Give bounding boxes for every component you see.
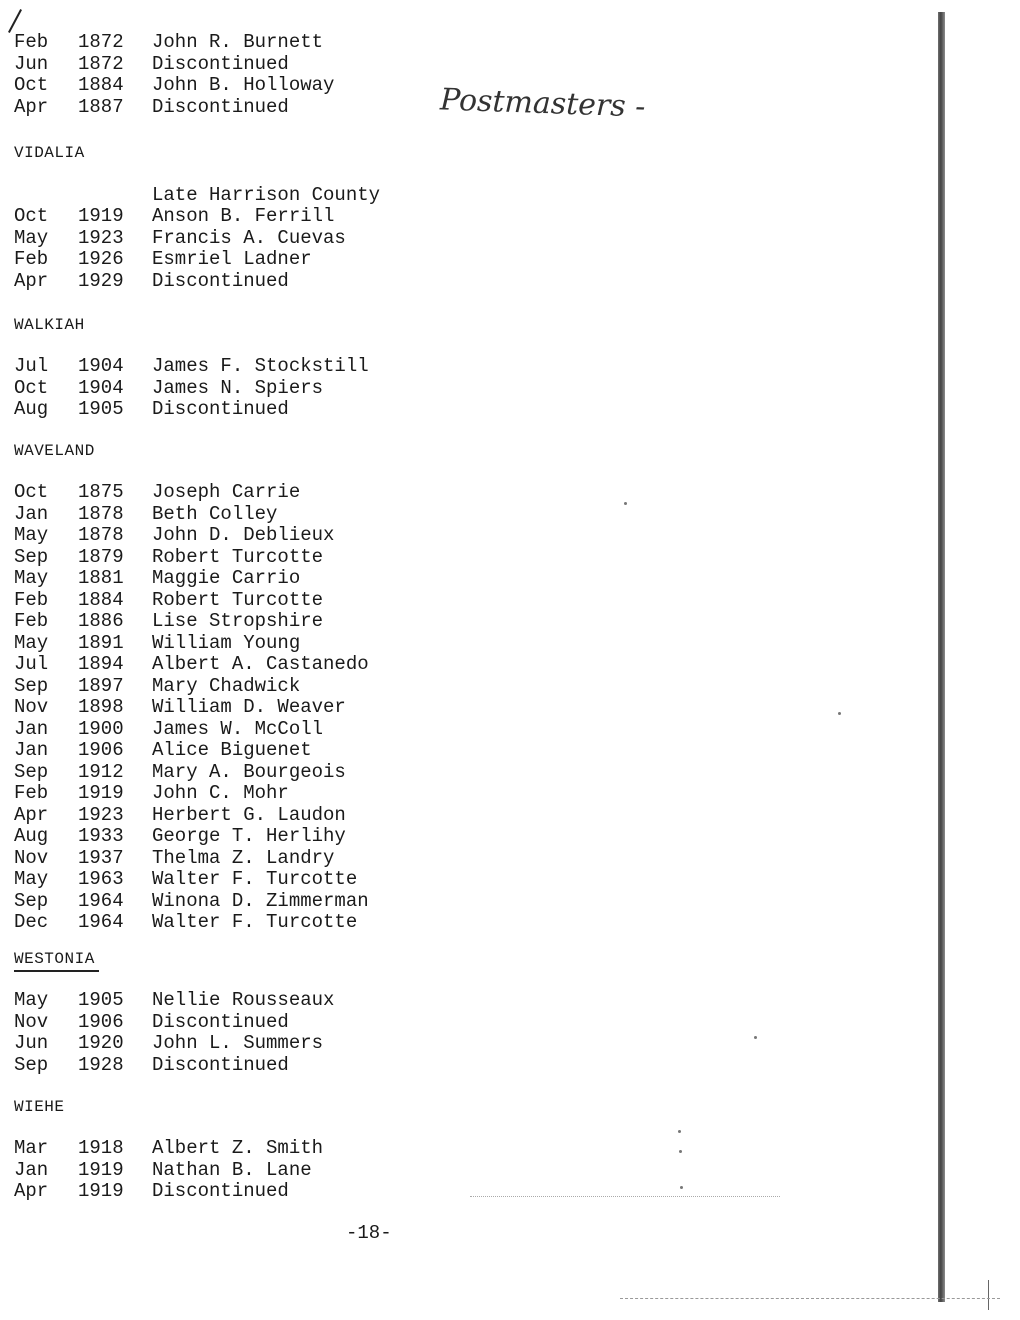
entry-month: Aug [14, 825, 49, 847]
section-note: Late Harrison County [152, 184, 381, 206]
entry-name: Winona D. Zimmerman [152, 889, 369, 912]
entry-month: Apr [14, 269, 49, 292]
entry-name: Nathan B. Lane [152, 1158, 312, 1181]
list-item [14, 1181, 323, 1203]
entry-year: 1884 [78, 74, 124, 96]
list-item [14, 990, 334, 1012]
entry-month: May [14, 524, 49, 546]
list-item [14, 482, 369, 504]
entry-year: 1894 [78, 653, 124, 675]
list-item [14, 97, 334, 119]
top-entries-list [14, 32, 334, 118]
section-heading: VIDALIA [14, 144, 85, 162]
section-heading: WESTONIA [14, 948, 99, 972]
entry-year: 1919 [78, 782, 124, 804]
list-item [14, 826, 369, 848]
list-item [14, 568, 369, 590]
entry-month: Oct [14, 376, 49, 399]
list-item [14, 719, 369, 741]
entry-year: 1923 [78, 226, 124, 249]
entry-month: Sep [14, 760, 49, 783]
list-item [14, 611, 369, 633]
list-item [14, 805, 369, 827]
entry-month: Jan [14, 1158, 49, 1181]
entry-year: 1872 [78, 52, 124, 75]
list-item [14, 399, 369, 421]
entry-name: Discontinued [152, 52, 289, 75]
entry-month: May [14, 631, 49, 654]
list-item [14, 547, 369, 569]
list-item [14, 590, 369, 612]
entry-year: 1919 [78, 205, 124, 227]
section-waveland [14, 440, 369, 934]
entry-name: Walter F. Turcotte [152, 868, 358, 890]
list-item [14, 762, 369, 784]
list-item [14, 1033, 334, 1055]
list-item [14, 654, 369, 676]
entry-month: Feb [14, 610, 49, 632]
entry-year: 1928 [78, 1053, 124, 1076]
list-item [14, 891, 369, 913]
entry-name: Maggie Carrio [152, 567, 301, 589]
list-item [14, 228, 380, 250]
entry-month: Sep [14, 1053, 49, 1076]
entry-month: Oct [14, 205, 49, 227]
list-item [14, 1160, 323, 1182]
entry-name: Esmriel Ladner [152, 248, 312, 270]
scan-speck [754, 1036, 757, 1039]
section-heading: WIEHE [14, 1098, 65, 1116]
list-item [14, 378, 369, 400]
entry-year: 1912 [78, 760, 124, 783]
entry-year: 1878 [78, 524, 124, 546]
entry-name: Robert Turcotte [152, 588, 324, 611]
entry-month: Sep [14, 889, 49, 912]
entry-month: Sep [14, 545, 49, 568]
entry-month: Nov [14, 1010, 49, 1033]
entry-year: 1904 [78, 355, 124, 377]
entry-name: Alice Biguenet [152, 739, 312, 761]
list-item [14, 271, 380, 293]
entry-month: Aug [14, 398, 49, 420]
entry-year: 1906 [78, 739, 124, 761]
entry-name: Discontinued [152, 1053, 289, 1076]
list-item [14, 32, 334, 54]
entry-name: Mary A. Bourgeois [152, 760, 346, 783]
entry-name: George T. Herlihy [152, 825, 346, 847]
entry-year: 1904 [78, 376, 124, 399]
entry-month: Nov [14, 696, 49, 718]
entry-month: Oct [14, 481, 49, 503]
entry-year: 1887 [78, 95, 124, 118]
list-item [14, 912, 369, 934]
entry-name: Mary Chadwick [152, 674, 301, 697]
entry-month: Dec [14, 911, 49, 933]
list-item [14, 740, 369, 762]
entry-year: 1900 [78, 717, 124, 740]
entry-name: Nellie Rousseaux [152, 989, 335, 1011]
entry-year: 1905 [78, 398, 124, 420]
entry-month: Apr [14, 1180, 49, 1202]
list-item [14, 249, 380, 271]
scan-edge-shadow [938, 12, 945, 1302]
entry-name: Robert Turcotte [152, 545, 324, 568]
list-item [14, 633, 369, 655]
entry-month: Oct [14, 74, 49, 96]
entry-month: Jan [14, 739, 49, 761]
list-item [14, 1055, 334, 1077]
entry-month: Feb [14, 782, 49, 804]
entry-month: Mar [14, 1137, 49, 1159]
entry-month: Feb [14, 31, 49, 53]
entry-month: Nov [14, 846, 49, 869]
entry-name: James W. McColl [152, 717, 324, 740]
entry-year: 1923 [78, 803, 124, 826]
list-item [14, 697, 369, 719]
scan-artifact-line [620, 1298, 1000, 1300]
entry-month: Jun [14, 1032, 49, 1054]
list-item [14, 869, 369, 891]
entry-month: May [14, 989, 49, 1011]
list-item [14, 525, 369, 547]
entry-year: 1891 [78, 631, 124, 654]
handwritten-note: Postmasters - [439, 82, 646, 125]
entry-year: 1964 [78, 889, 124, 912]
entry-month: Feb [14, 248, 49, 270]
entry-name: Beth Colley [152, 502, 278, 525]
entry-name: Lise Stropshire [152, 610, 324, 632]
entry-month: May [14, 567, 49, 589]
list-item [14, 1138, 323, 1160]
entry-name: John D. Deblieux [152, 524, 335, 546]
list-item [14, 1012, 334, 1034]
scan-speck [679, 1150, 682, 1153]
entry-year: 1884 [78, 588, 124, 611]
entry-name: Albert Z. Smith [152, 1137, 324, 1159]
entry-month: Feb [14, 588, 49, 611]
entry-month: Jul [14, 653, 49, 675]
entry-year: 1926 [78, 248, 124, 270]
list-item [14, 206, 380, 228]
page-number: -18- [346, 1222, 392, 1244]
entry-name: Joseph Carrie [152, 481, 301, 503]
entry-year: 1897 [78, 674, 124, 697]
scan-speck [680, 1186, 683, 1189]
entry-month: Apr [14, 803, 49, 826]
entry-year: 1919 [78, 1158, 124, 1181]
entry-year: 1886 [78, 610, 124, 632]
entry-month: Sep [14, 674, 49, 697]
entry-year: 1937 [78, 846, 124, 869]
entry-name: Discontinued [152, 1010, 289, 1033]
entry-year: 1919 [78, 1180, 124, 1202]
entry-month: Jul [14, 355, 49, 377]
entry-name: Walter F. Turcotte [152, 911, 358, 933]
entry-name: Discontinued [152, 398, 289, 420]
entry-year: 1920 [78, 1032, 124, 1054]
entry-name: John R. Burnett [152, 31, 324, 53]
entry-month: May [14, 226, 49, 249]
entry-name: Herbert G. Laudon [152, 803, 346, 826]
entry-name: Albert A. Castanedo [152, 653, 369, 675]
entry-name: Francis A. Cuevas [152, 226, 346, 249]
entry-year: 1964 [78, 911, 124, 933]
scan-speck [624, 502, 627, 505]
entry-year: 1881 [78, 567, 124, 589]
section-heading: WAVELAND [14, 442, 95, 460]
entry-name: Discontinued [152, 269, 289, 292]
entry-month: Jan [14, 502, 49, 525]
entry-year: 1933 [78, 825, 124, 847]
section-westonia [14, 948, 334, 1076]
entry-year: 1918 [78, 1137, 124, 1159]
pencil-tick-mark [8, 9, 22, 33]
list-item [14, 504, 369, 526]
entry-name: Thelma Z. Landry [152, 846, 335, 869]
list-item [14, 75, 334, 97]
entry-year: 1875 [78, 481, 124, 503]
entry-name: Discontinued [152, 95, 289, 118]
entry-name: Discontinued [152, 1180, 289, 1202]
entry-year: 1905 [78, 989, 124, 1011]
section-walkiah [14, 314, 369, 421]
scan-speck [838, 712, 841, 715]
entry-year: 1872 [78, 31, 124, 53]
entry-year: 1963 [78, 868, 124, 890]
entry-year: 1898 [78, 696, 124, 718]
entry-name: James F. Stockstill [152, 355, 369, 377]
section-vidalia [14, 142, 380, 292]
entry-month: Jun [14, 52, 49, 75]
entry-month: May [14, 868, 49, 890]
entry-name: John L. Summers [152, 1032, 324, 1054]
entry-name: William D. Weaver [152, 696, 346, 718]
list-item [14, 676, 369, 698]
section-heading: WALKIAH [14, 316, 85, 334]
section-wiehe [14, 1096, 323, 1203]
entry-year: 1906 [78, 1010, 124, 1033]
entry-name: John B. Holloway [152, 74, 335, 96]
entry-year: 1879 [78, 545, 124, 568]
entry-month: Apr [14, 95, 49, 118]
entry-year: 1878 [78, 502, 124, 525]
scan-speck [678, 1130, 681, 1133]
scan-edge-line [988, 1280, 989, 1310]
list-item [14, 848, 369, 870]
scan-artifact-line [470, 1196, 780, 1198]
entry-name: John C. Mohr [152, 782, 289, 804]
list-item [14, 783, 369, 805]
entry-name: James N. Spiers [152, 376, 324, 399]
entry-name: Anson B. Ferrill [152, 205, 335, 227]
entry-month: Jan [14, 717, 49, 740]
list-item [14, 356, 369, 378]
entry-name: William Young [152, 631, 301, 654]
list-item [14, 54, 334, 76]
entry-year: 1929 [78, 269, 124, 292]
